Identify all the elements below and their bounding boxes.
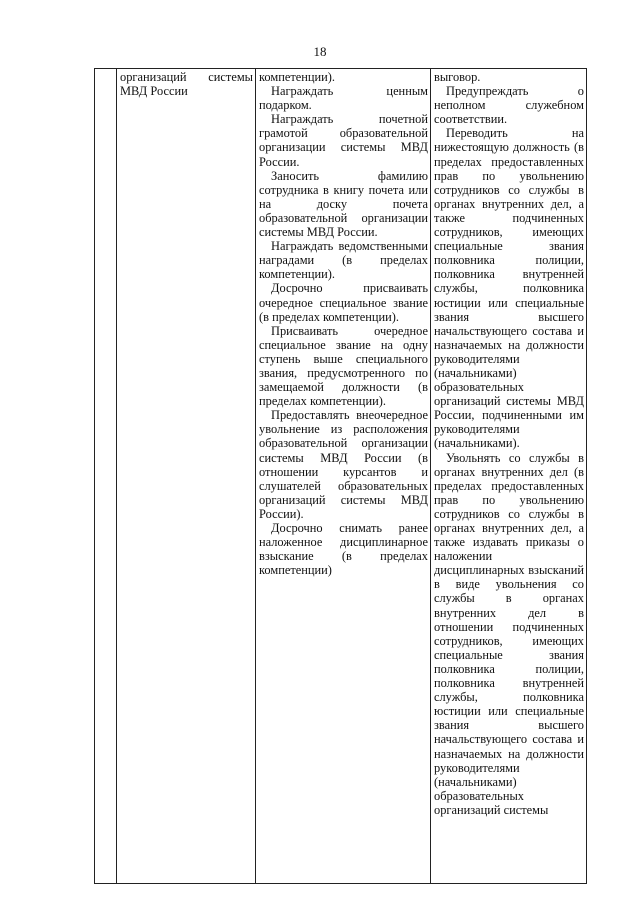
table-row xyxy=(95,69,587,884)
subject-cell xyxy=(117,69,256,884)
incentive-paragraph: Досрочно снимать ранее наложенное дисциплинарное взыскание (в пределах компетенции) xyxy=(259,521,428,578)
incentive-paragraph: Награждать ведомственными наградами (в пределах компетенции). xyxy=(259,239,428,282)
penalty-paragraph: Переводить на нижестоящую должность (в пределах предоставленных прав по увольнению сотрудников со службы в органах внутренних дел, а также подчиненных сотрудников, имеющих специальные звания полковника полиции, полковника внутренней службы, полковника юстиции или специальные звания высшего начальствующего состава и назначаемых на должности руководителями (начальниками) образовательных организаций системы МВД России, подчиненными им руководителями (начальниками). xyxy=(434,126,584,451)
incentive-paragraph: Награждать ценным подарком. xyxy=(259,84,428,113)
incentive-paragraph: Заносить фамилию сотрудника в книгу почета или на доску почета образовательной организации системы МВД России. xyxy=(259,168,428,240)
subject-text: организаций системы МВД России xyxy=(120,70,253,99)
incentive-paragraph: Предоставлять внеочередное увольнение из расположения образовательной организации системы МВД России (в отношении курсантов и слушателей образовательных организаций системы МВД России). xyxy=(259,408,428,521)
penalty-paragraph: Предупреждать о неполном служебном соответствии. xyxy=(434,84,584,127)
incentive-paragraph: Присваивать очередное специальное звание на одну ступень выше специального звания, предусмотренного по замещаемой должности (в пределах компетенции). xyxy=(259,323,428,409)
incentives-cell xyxy=(256,69,431,884)
penalties-cell xyxy=(431,69,587,884)
penalty-paragraph: выговор. xyxy=(434,70,481,84)
incentive-paragraph: Награждать почетной грамотой образовательной организации системы МВД России. xyxy=(259,112,428,169)
incentive-paragraph: Досрочно присваивать очередное специальное звание (в пределах компетенции). xyxy=(259,281,428,324)
penalty-paragraph: Увольнять со службы в органах внутренних дел (в пределах предоставленных прав по увольнению сотрудников со службы в органах внутренних дел, а также издавать приказы о наложении дисциплинарных взысканий в виде увольнения со службы в органах внутренних дел в отношении подчиненных сотрудников, имеющих специальные звания полковника полиции, полковника внутренней службы, полковника юстиции или специальные звания высшего начальствующего состава и назначаемых на должности руководителями (начальниками) образовательных организаций системы xyxy=(434,450,584,817)
page-number: 18 xyxy=(313,44,327,59)
incentive-paragraph: компетенции). xyxy=(259,70,335,84)
number-cell xyxy=(95,69,117,884)
document-table xyxy=(94,68,587,884)
